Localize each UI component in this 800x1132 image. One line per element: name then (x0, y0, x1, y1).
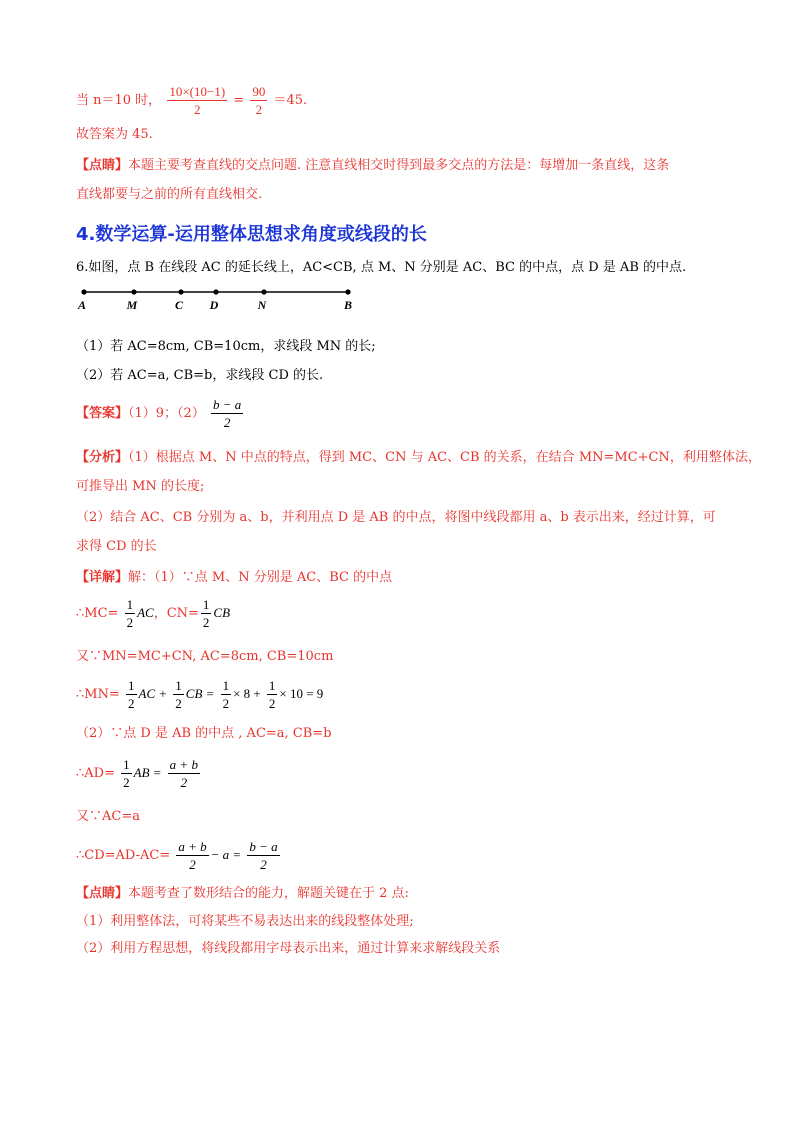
comment-line-1 (76, 157, 669, 175)
step-prefix: ∴MC= (76, 606, 119, 621)
fraction (168, 757, 200, 790)
analysis-line-1 (76, 449, 761, 467)
fraction-numerator: 1 (128, 678, 135, 693)
question-1: （1）若 AC=8cm, CB=10cm，求线段 MN 的长; (76, 339, 376, 354)
detail-step-3 (76, 678, 323, 711)
step-prefix: ∴MN= (76, 687, 120, 702)
fraction-numerator: 1 (175, 678, 182, 693)
detail-step-2: 又∵MN=MC+CN, AC=8cm, CB=10cm (76, 649, 334, 664)
comment2-text: 本题考查了数形结合的能力，解题关键在于 2 点: (128, 886, 409, 901)
comment2-line-1 (76, 885, 409, 903)
fraction (247, 839, 279, 872)
fraction-numerator: a + b (169, 757, 198, 772)
point-n (261, 289, 266, 294)
detail-step-1 (76, 597, 230, 630)
point-label-n: N (257, 298, 267, 312)
analysis-line-4: 求得 CD 的长 (76, 539, 157, 554)
fraction-denominator: 2 (268, 696, 276, 711)
equals-sign: = (233, 93, 245, 108)
math-term: AC + (138, 686, 168, 701)
point-a (81, 289, 86, 294)
question-2: （2）若 AC=a, CB=b，求线段 CD 的长. (76, 368, 324, 383)
fraction-denominator: 2 (223, 415, 231, 430)
analysis-line-3: （2）结合 AC、CB 分别为 a、b，并利用点 D 是 AB 的中点，将图中线段都用 a、b 表示出来，经过计算，可 (76, 510, 716, 525)
detail-step-4: （2）∵点 D 是 AB 的中点 , AC=a, CB=b (76, 726, 332, 741)
detail-intro (76, 569, 392, 587)
math-term: AB = (133, 765, 162, 780)
fraction-denominator: 2 (189, 857, 196, 872)
fraction-numerator: b − a (249, 839, 278, 854)
point-label-a: A (77, 298, 87, 312)
fraction-denominator: 2 (123, 775, 130, 790)
fraction-numerator: b − a (212, 397, 242, 412)
fraction-numerator: 1 (126, 597, 134, 612)
answer-fraction (211, 397, 243, 430)
analysis-line-2: 可推导出 MN 的长度; (76, 479, 205, 494)
answer-text: （1）9；（2） (128, 406, 205, 421)
comment-tag: 【点睛】 (76, 158, 129, 173)
answer-line (76, 397, 245, 430)
fraction-denominator: 2 (193, 102, 201, 117)
comment-line-2: 直线都要与之前的所有直线相交. (76, 187, 263, 202)
point-d (213, 289, 218, 294)
fraction-numerator: a + b (178, 839, 207, 854)
detail-step-7 (76, 839, 282, 872)
calc-line (76, 84, 307, 117)
point-label-m: M (126, 298, 138, 312)
math-term: CB (213, 605, 231, 620)
fraction (250, 84, 267, 117)
point-label-c: C (174, 298, 184, 312)
step-text: ，CN= (153, 606, 199, 621)
half-fraction (125, 597, 136, 630)
point-label-d: D (209, 298, 219, 312)
analysis-tag: 【分析】 (76, 450, 129, 465)
comment2-tag: 【点睛】 (76, 886, 129, 901)
fraction-numerator: 1 (268, 678, 276, 693)
fraction-denominator: 2 (126, 615, 134, 630)
fraction (167, 84, 227, 117)
detail-step-5 (76, 757, 202, 790)
point-label-b: B (343, 298, 353, 312)
point-m (131, 289, 136, 294)
half-fraction (267, 678, 278, 711)
point-b (345, 289, 350, 294)
fraction-denominator: 2 (175, 696, 182, 711)
fraction-denominator: 2 (128, 696, 135, 711)
fraction-denominator: 2 (260, 857, 267, 872)
half-fraction (126, 678, 137, 711)
half-fraction (173, 678, 184, 711)
fraction-numerator: 1 (123, 757, 130, 772)
detail-tag: 【详解】 (76, 570, 129, 585)
fraction (176, 839, 208, 872)
answer-statement: 故答案为 45. (76, 127, 153, 142)
comment2-line-3: （2）利用方程思想，将线段都用字母表示出来，通过计算来求解线段关系 (76, 941, 501, 956)
step-prefix: ∴CD=AD-AC= (76, 848, 171, 863)
fraction-numerator: 90 (252, 84, 266, 99)
fraction-numerator: 10×(10−1) (169, 84, 226, 99)
calc-prefix: 当 n＝10 时， (76, 93, 162, 108)
fraction-denominator: 2 (255, 102, 263, 117)
half-fraction (201, 597, 212, 630)
point-c (178, 289, 183, 294)
half-fraction (221, 678, 232, 711)
half-fraction (121, 757, 132, 790)
fraction-numerator: 1 (222, 678, 230, 693)
comment-text: 本题主要考查直线的交点问题. 注意直线相交时得到最多交点的方法是：每增加一条直线，这条 (128, 158, 670, 173)
detail-intro-text: 解：（1）∵点 M、N 分别是 AC、BC 的中点 (128, 570, 393, 585)
fraction-denominator: 2 (222, 696, 230, 711)
calc-suffix: ＝45. (273, 93, 308, 108)
fraction-denominator: 2 (180, 775, 188, 790)
detail-step-6: 又∵AC=a (76, 809, 140, 824)
comment2-line-2: （1）利用整体法，可将某些不易表达出来的线段整体处理; (76, 914, 414, 929)
fraction-numerator: 1 (202, 597, 210, 612)
segment-figure (70, 284, 370, 314)
math-term: AC (137, 605, 154, 620)
math-term: CB = (185, 686, 215, 701)
fraction-denominator: 2 (202, 615, 210, 630)
math-term: − a = (210, 847, 242, 862)
math-term: × 8 + (233, 686, 261, 701)
math-term: × 10 = 9 (279, 686, 324, 701)
problem-stem: 6.如图，点 B 在线段 AC 的延长线上，AC<CB, 点 M、N 分别是 AC、BC 的中点，点 D 是 AB 的中点. (76, 260, 687, 275)
analysis-text: （1）根据点 M、N 中点的特点，得到 MC、CN 与 AC、CB 的关系，在结合 MN=MC+CN，利用整体法， (128, 450, 761, 465)
section-heading: 4.数学运算-运用整体思想求角度或线段的长 (76, 224, 427, 245)
answer-tag: 【答案】 (76, 406, 129, 421)
step-prefix: ∴AD= (76, 766, 115, 781)
